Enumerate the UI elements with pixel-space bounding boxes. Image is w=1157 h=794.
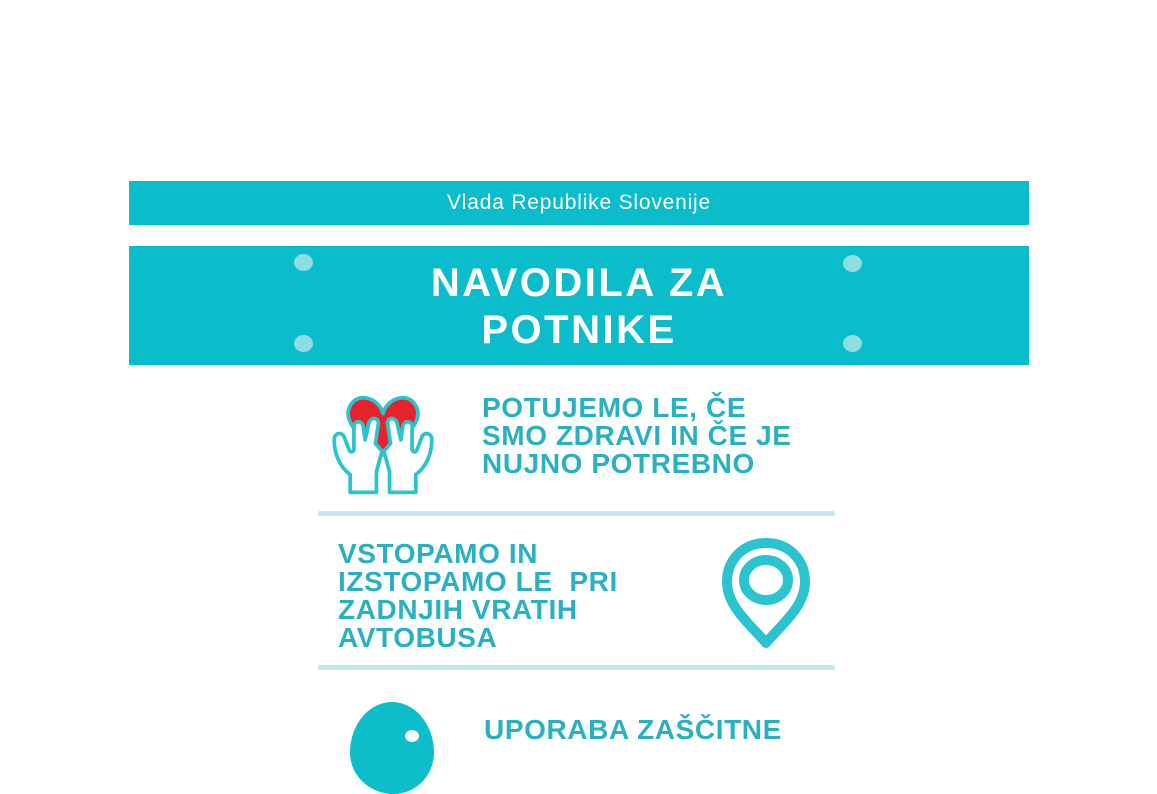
section-travel-text (482, 394, 792, 478)
page-title (129, 246, 1029, 354)
heading-line: POTUJEMO LE, ČE (482, 392, 747, 423)
page-title-line-2: POTNIKE (481, 308, 677, 352)
decorative-dot-top-left (294, 254, 313, 271)
decorative-dot-bottom-right (843, 335, 862, 352)
gov-banner (129, 181, 1029, 225)
gov-banner-label: Vlada Republike Slovenije (447, 191, 711, 214)
section-divider (318, 665, 835, 670)
heading-line: IZSTOPAMO LE PRI (338, 566, 618, 597)
heart-in-hands-icon (322, 379, 444, 500)
right-hand-shape (384, 418, 432, 492)
section-mask-text (484, 716, 782, 744)
person-head-icon (350, 702, 434, 794)
heading-line: ZADNJIH VRATIH (338, 594, 578, 625)
heading-line: AVTOBUSA (338, 622, 498, 653)
head-icon-detail-dot (405, 730, 419, 742)
left-hand-shape (334, 418, 382, 492)
section-divider (318, 511, 835, 516)
heading-line: VSTOPAMO IN (338, 538, 539, 569)
heading-line: NUJNO POTREBNO (482, 448, 755, 479)
heading-line: UPORABA ZAŠČITNE (484, 714, 782, 745)
section-doors-text (338, 540, 618, 652)
location-pin-icon (714, 536, 818, 655)
page-title-line-1: NAVODILA ZA (430, 261, 728, 305)
decorative-dot-top-right (843, 255, 862, 272)
decorative-dot-bottom-left (294, 335, 313, 352)
title-banner (129, 246, 1029, 365)
heading-line: SMO ZDRAVI IN ČE JE (482, 420, 792, 451)
